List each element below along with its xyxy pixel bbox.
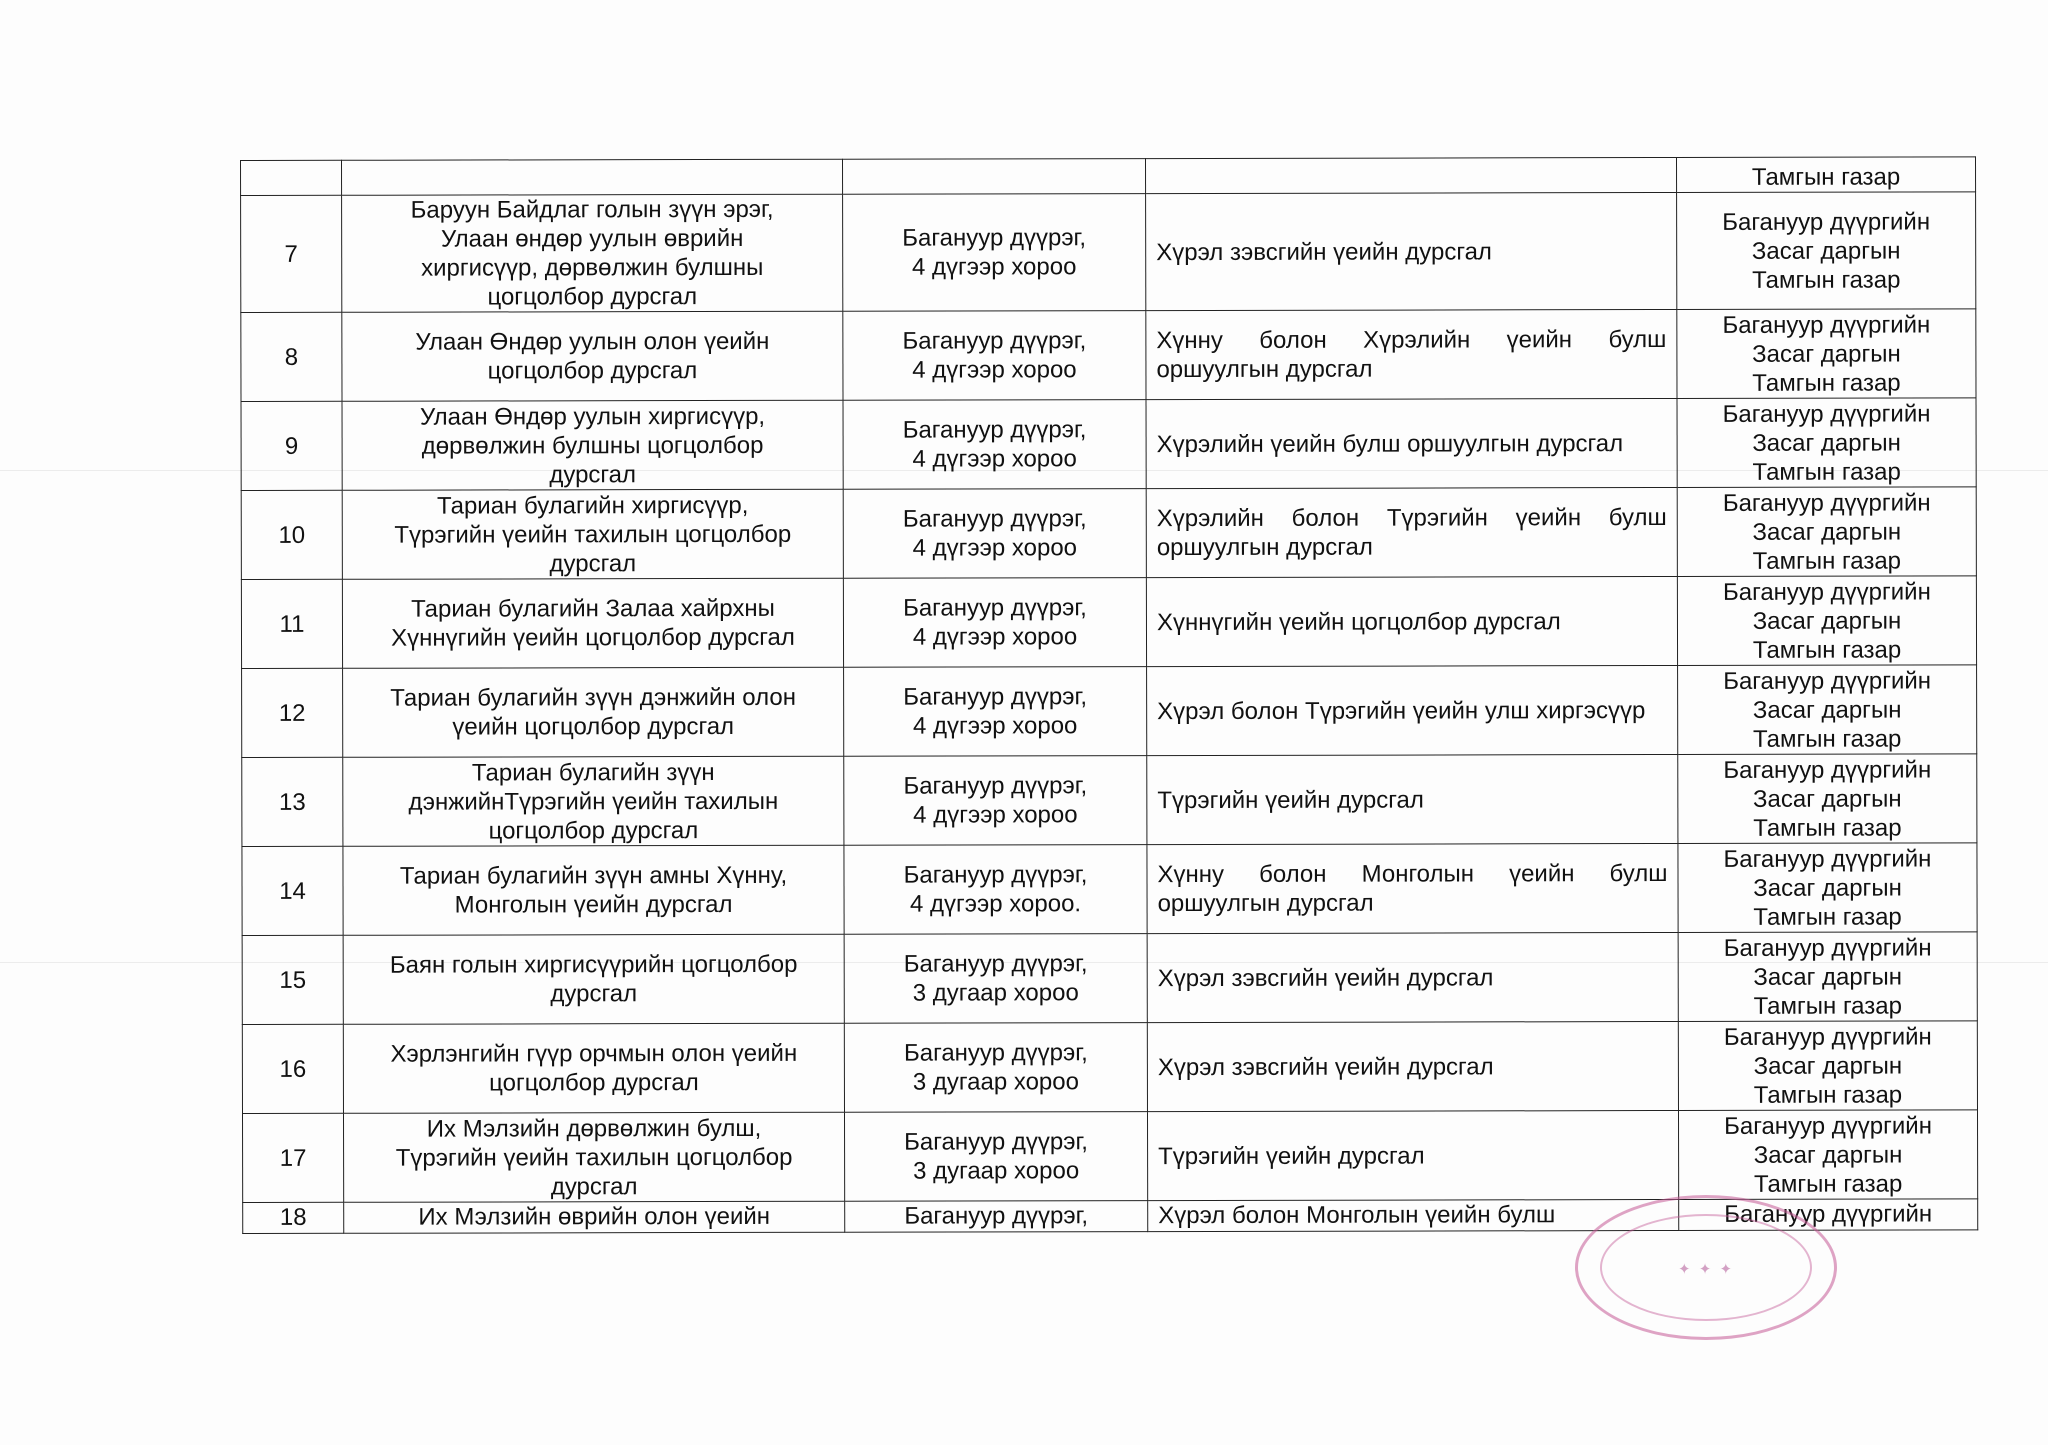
- site-name-cell: [343, 1112, 844, 1202]
- period-cell-text: Хүрэл болон Монголын үеийн булш: [1158, 1201, 1556, 1230]
- location-cell: [844, 934, 1147, 1024]
- period-cell-text: Хүрэл зэвсгийн үеийн дурсгал: [1156, 237, 1492, 266]
- location-cell-text: Багануур дүүрэг, 4 дүгээр хороо: [902, 327, 1087, 384]
- site-name-cell-text: Тариан булагийн зүүн дэнжийнТүрэгийн үеийн тахилын цогцолбор дурсгал: [408, 758, 779, 844]
- location-cell-text: Багануур дүүрэг, 4 дүгээр хороо: [902, 505, 1087, 562]
- site-name-cell-text: Улаан Өндөр уулын хиргисүүр, дөрвөлжин булшны цогцолбор дурсгал: [419, 402, 766, 488]
- period-cell: [1147, 1110, 1678, 1200]
- period-cell: [1147, 843, 1678, 933]
- responsible-org-cell: [1679, 1199, 1978, 1231]
- responsible-org-cell: [1677, 309, 1976, 399]
- location-cell-text: Багануур дүүрэг, 4 дүгээр хороо: [902, 416, 1087, 473]
- responsible-org-cell: [1677, 487, 1976, 577]
- row-number-cell: [241, 160, 342, 195]
- location-cell: [844, 1023, 1147, 1113]
- period-cell-text: Хүрэл зэвсгийн үеийн дурсгал: [1157, 963, 1494, 992]
- responsible-org-cell: [1677, 398, 1976, 488]
- location-cell: [843, 489, 1146, 579]
- table-row: [242, 843, 1977, 936]
- location-cell: [842, 159, 1145, 195]
- heritage-sites-table: [240, 156, 1978, 1234]
- table-row: [242, 754, 1977, 847]
- row-number-cell: [241, 490, 342, 579]
- location-cell-text: Багануур дүүрэг, 3 дугаар хороо: [904, 1128, 1088, 1185]
- period-cell: [1146, 192, 1677, 310]
- responsible-org-cell-text: Багануур дүүргийн Засаг даргын Тамгын газар: [1722, 310, 1931, 397]
- row-number-cell-text: 12: [278, 699, 306, 727]
- period-cell: [1147, 754, 1678, 844]
- period-cell: [1145, 157, 1676, 193]
- responsible-org-cell: [1678, 665, 1977, 755]
- row-number-cell: [242, 757, 343, 846]
- period-cell: [1147, 1021, 1678, 1111]
- location-cell-text: Багануур дүүрэг, 4 дүгээр хороо: [903, 594, 1087, 651]
- period-cell-text: Хүннүгийн үеийн цогцолбор дурсгал: [1156, 607, 1561, 636]
- site-name-cell: [342, 578, 843, 668]
- row-number-cell: [241, 312, 342, 401]
- location-cell: [843, 400, 1146, 490]
- row-number-cell: [242, 935, 343, 1024]
- row-number-cell: [242, 668, 343, 757]
- table-row: [242, 665, 1977, 758]
- seal-mark: ✦ ✦ ✦: [1677, 1261, 1735, 1278]
- location-cell: [843, 311, 1146, 401]
- location-cell: [844, 1112, 1147, 1202]
- site-name-cell: [343, 934, 844, 1024]
- site-name-cell-text: Хэрлэнгийн гүүр орчмын олон үеийн цогцолбор дурсгал: [390, 1039, 798, 1097]
- responsible-org-cell-text: Багануур дүүргийн Засаг даргын Тамгын газар: [1722, 207, 1931, 294]
- location-cell-text: Багануур дүүрэг,: [904, 1202, 1089, 1230]
- period-cell-text: Хүрэл болон Түрэгийн үеийн улш хиргэсүүр: [1157, 696, 1646, 725]
- site-name-cell: [342, 400, 843, 490]
- table-row: [242, 1021, 1977, 1114]
- period-cell: [1148, 1199, 1679, 1231]
- row-number-cell-text: 18: [279, 1203, 307, 1231]
- period-cell: [1146, 398, 1677, 488]
- responsible-org-cell-text: Багануур дүүргийн Засаг даргын Тамгын газар: [1722, 577, 1931, 664]
- site-name-cell-text: Тариан булагийн зүүн дэнжийн олон үеийн цогцолбор дурсгал: [390, 683, 796, 741]
- site-name-cell-text: Их Мэлзийн дөрвөлжин булш, Түрэгийн үеийн тахилын цогцолбор дурсгал: [395, 1114, 793, 1200]
- location-cell-text: Багануур дүүрэг, 4 дүгээр хороо: [903, 772, 1088, 829]
- row-number-cell: [242, 1113, 343, 1202]
- responsible-org-cell: Тамгын газар: [1676, 157, 1975, 193]
- period-cell: [1147, 665, 1678, 755]
- site-name-cell: [343, 1023, 844, 1113]
- responsible-org-cell: [1678, 843, 1977, 933]
- location-cell-text: Багануур дүүрэг, 4 дүгээр хороо: [902, 224, 1087, 281]
- location-cell: [845, 1201, 1148, 1233]
- table-row-continuation: [241, 157, 1976, 196]
- responsible-org-cell-text: Багануур дүүргийн Засаг даргын Тамгын газар: [1722, 399, 1931, 486]
- period-cell: [1147, 932, 1678, 1022]
- period-cell-text: Хүнну болон Хүрэлийн үеийн булш оршуулгын дурсгал: [1156, 326, 1667, 384]
- site-name-cell: [343, 845, 844, 935]
- table-row: [241, 398, 1976, 491]
- row-number-cell-text: 10: [278, 521, 306, 549]
- table-body: [241, 157, 1978, 1234]
- location-cell: [843, 578, 1146, 668]
- site-name-cell-text: Тариан булагийн хиргисүүр, Түрэгийн үеийн тахилын цогцолбор дурсгал: [394, 491, 792, 577]
- responsible-org-cell: [1677, 192, 1976, 310]
- row-number-cell: [241, 579, 342, 668]
- period-cell: [1146, 576, 1677, 666]
- location-cell: [844, 667, 1147, 757]
- period-cell-text: Түрэгийн үеийн дурсгал: [1157, 786, 1424, 814]
- table-row: [241, 192, 1976, 313]
- responsible-org-cell: [1678, 932, 1977, 1022]
- location-cell-text: Багануур дүүрэг, 3 дугаар хороо: [903, 950, 1088, 1007]
- responsible-org-cell-text: Багануур дүүргийн Засаг даргын Тамгын газар: [1723, 666, 1932, 753]
- responsible-org-cell-text: Багануур дүүргийн Засаг даргын Тамгын газар: [1723, 1022, 1932, 1109]
- location-cell-text: Багануур дүүрэг, 4 дүгээр хороо: [903, 683, 1088, 740]
- row-number-cell-text: 15: [279, 966, 307, 994]
- row-number-cell: [242, 846, 343, 935]
- site-name-cell: [343, 756, 844, 846]
- responsible-org-cell-text: Багануур дүүргийн Засаг даргын Тамгын газар: [1723, 844, 1932, 931]
- table-row: [241, 576, 1976, 669]
- period-cell-text: Түрэгийн үеийн дурсгал: [1158, 1142, 1425, 1170]
- period-cell-text: Хүрэлийн болон Түрэгийн үеийн булш оршуулгын дурсгал: [1156, 504, 1667, 562]
- period-cell-text: Хүнну болон Монголын үеийн булш оршуулгын дурсгал: [1157, 860, 1668, 918]
- location-cell-text: Багануур дүүрэг, 4 дүгээр хороо.: [903, 861, 1088, 918]
- period-cell: [1146, 487, 1677, 577]
- row-number-cell-text: 17: [279, 1144, 307, 1172]
- responsible-org-cell-text: Багануур дүүргийн: [1724, 1200, 1933, 1228]
- period-cell: [1146, 309, 1677, 399]
- location-cell: [843, 194, 1146, 312]
- period-cell-text: Хүрэлийн үеийн булш оршуулгын дурсгал: [1156, 429, 1624, 458]
- site-name-cell-text: Их Мэлзийн өврийн олон үеийн: [418, 1202, 771, 1231]
- row-number-cell-text: 11: [279, 610, 305, 638]
- site-name-cell: [342, 159, 843, 195]
- responsible-org-cell: [1678, 754, 1977, 844]
- period-cell-text: Хүрэл зэвсгийн үеийн дурсгал: [1157, 1052, 1494, 1081]
- responsible-org-cell: [1678, 1110, 1977, 1200]
- row-number-cell-text: 16: [279, 1055, 307, 1083]
- site-name-cell-text: Тариан булагийн Залаа хайрхны Хүннүгийн үеийн цогцолбор дурсгал: [391, 594, 795, 652]
- site-name-cell-text: Тариан булагийн зүүн амны Хүнну, Монголын үеийн дурсгал: [399, 861, 788, 919]
- table-row: [241, 309, 1976, 402]
- responsible-org-cell: [1677, 576, 1976, 666]
- responsible-org-cell-text: Багануур дүүргийн Засаг даргын Тамгын газар: [1722, 488, 1931, 575]
- table-row: [242, 1110, 1977, 1203]
- location-cell: [844, 756, 1147, 846]
- row-number-cell-text: 8: [284, 343, 299, 371]
- row-number-cell: [241, 195, 342, 312]
- row-number-cell-text: 7: [284, 240, 298, 268]
- responsible-org-cell-text: Багануур дүүргийн Засаг даргын Тамгын газар: [1723, 755, 1932, 842]
- responsible-org-cell: [1678, 1021, 1977, 1111]
- responsible-org-cell-text: Багануур дүүргийн Засаг даргын Тамгын газар: [1723, 933, 1932, 1020]
- site-name-cell: [342, 489, 843, 579]
- row-number-cell: [241, 401, 342, 490]
- location-cell: [844, 845, 1147, 935]
- row-number-cell: [243, 1202, 344, 1233]
- site-name-cell: [344, 1201, 845, 1233]
- table-row: [241, 487, 1976, 580]
- row-number-cell-text: 14: [279, 877, 306, 905]
- site-name-cell-text: Улаан Өндөр уулын олон үеийн цогцолбор дурсгал: [415, 327, 770, 385]
- site-name-cell-text: Баруун Байдлаг голын зүүн эрэг, Улаан өндөр уулын өврийн хиргисүүр, дөрвөлжин булшны цогцолбор дурсгал: [410, 195, 774, 311]
- table-row: [243, 1199, 1978, 1234]
- row-number-cell: [242, 1024, 343, 1113]
- responsible-org-cell-text: Багануур дүүргийн Засаг даргын Тамгын газар: [1724, 1111, 1932, 1198]
- site-name-cell: [342, 311, 843, 401]
- row-number-cell-text: 13: [278, 788, 306, 816]
- table-row: [242, 932, 1977, 1025]
- row-number-cell-text: 9: [284, 432, 299, 460]
- location-cell-text: Багануур дүүрэг, 3 дугаар хороо: [903, 1039, 1088, 1096]
- site-name-cell: [342, 194, 843, 312]
- site-name-cell: [343, 667, 844, 757]
- site-name-cell-text: Баян голын хиргисүүрийн цогцолбор дурсгал: [389, 950, 798, 1008]
